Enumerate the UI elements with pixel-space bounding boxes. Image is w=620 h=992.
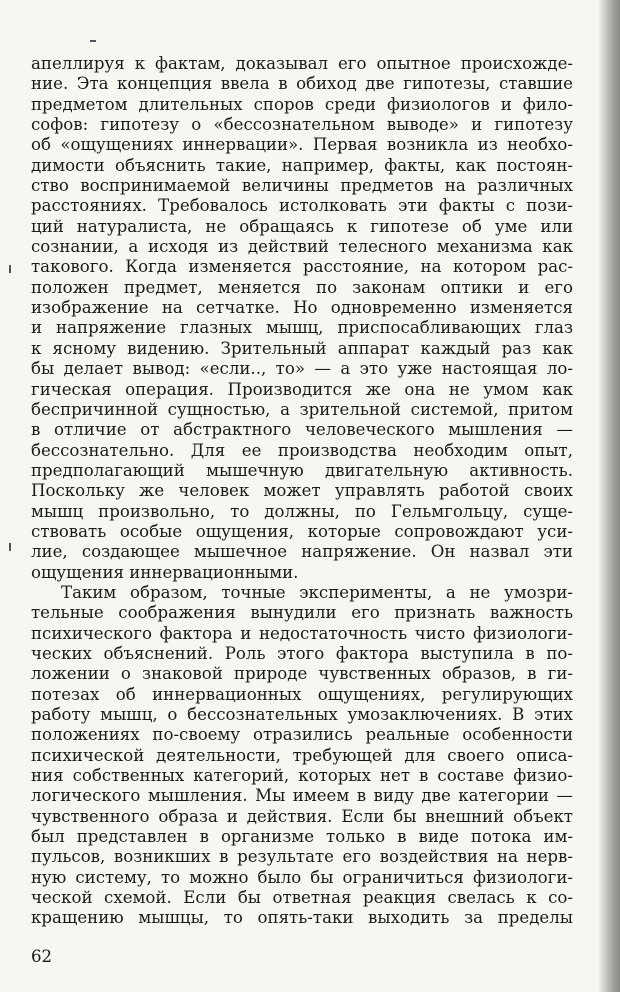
text-line: ложении о знаковой природе чувственных образов, в ги-	[31, 664, 573, 684]
text-line: такового. Когда изменяется расстояние, на котором рас-	[31, 257, 573, 277]
text-line: ство воспринимаемой величины предметов на различных	[31, 176, 573, 196]
text-line: расстояниях. Требовалось истолковать эти факты с пози-	[31, 196, 573, 216]
text-line: Поскольку же человек может управлять работой своих	[31, 481, 573, 501]
text-line: и напряжение глазных мышц, приспосабливающих глаз	[31, 318, 573, 338]
text-line: предметом длительных споров среди физиологов и фило-	[31, 94, 573, 114]
text-line: пульсов, возникших в результате его воздействия на нерв-	[31, 847, 573, 867]
text-line: ощущения иннервационными.	[31, 562, 299, 582]
text-line: ствовать особые ощущения, которые сопровождают уси-	[31, 521, 573, 541]
text-line: ния собственных категорий, которых нет в составе физио-	[31, 766, 573, 786]
text-line: предполагающий мышечную двигательную активность.	[31, 460, 573, 480]
text-line: психического фактора и недостаточность чисто физиологи-	[31, 623, 573, 643]
text-line: положениях по-своему отразились реальные особенности	[31, 725, 573, 745]
text-line: Таким образом, точные эксперименты, а не умозри-	[61, 582, 573, 602]
text-line: мышц произвольно, то должны, по Гельмгольцу, суще-	[31, 501, 573, 521]
text-line: димости объяснить такие, например, факты, как постоян-	[31, 155, 573, 175]
text-line: ций натуралиста, не обращаясь к гипотезе об уме или	[31, 216, 573, 236]
text-line: положен предмет, меняется по законам оптики и его	[31, 277, 573, 297]
text-line: изображение на сетчатке. Но одновременно изменяется	[31, 298, 573, 318]
text-line: апеллируя к фактам, доказывал его опытное происхожде-	[31, 54, 573, 73]
text-line: ние. Эта концепция ввела в обиход две гипотезы, ставшие	[31, 74, 573, 94]
page-number: 62	[31, 947, 53, 966]
page-edge-shadow	[598, 0, 620, 992]
text-line: кращению мышцы, то опять-таки выходить за пределы	[31, 908, 573, 928]
text-line: ческой схемой. Если бы ответная реакция свелась к со-	[31, 888, 573, 908]
text-line: ческих объяснений. Роль этого фактора выступила в по-	[31, 643, 573, 663]
text-line: беспричинной сущностью, а зрительной системой, притом	[31, 399, 573, 419]
text-line: потезах об иннервационных ощущениях, регулирующих	[31, 684, 573, 704]
text-line: психической деятельности, требующей для своего описа-	[31, 745, 573, 765]
text-line: тельные соображения вынудили его признать важность	[31, 603, 573, 623]
text-line: софов: гипотезу о «бессознательном выводе» и гипотезу	[31, 115, 573, 135]
paragraph-1	[31, 54, 573, 583]
margin-mark	[9, 543, 11, 551]
text-line: чувственного образа и действия. Если бы внешний объект	[31, 806, 573, 826]
text-line: сознании, а исходя из действий телесного механизма как	[31, 237, 573, 257]
text-line: гическая операция. Производится же она не умом как	[31, 379, 573, 399]
paragraph-2	[31, 583, 573, 929]
text-line: бы делает вывод: «если.., то» — а это уже настоящая ло-	[31, 359, 573, 379]
body-text	[31, 54, 573, 929]
text-line: был представлен в организме только в виде потока им-	[31, 827, 573, 847]
text-line: работу мышц, о бессознательных умозаключениях. В этих	[31, 705, 573, 724]
text-line: к ясному видению. Зрительный аппарат каждый раз как	[31, 338, 573, 358]
text-line: в отличие от абстрактного человеческого мышления —	[31, 420, 573, 440]
text-line: бессознательно. Для ее производства необходим опыт,	[31, 440, 573, 460]
margin-mark	[9, 265, 11, 273]
text-line: ную систему, то можно было бы ограничиться физиологи-	[31, 867, 573, 887]
text-line: лие, создающее мышечное напряжение. Он назвал эти	[31, 542, 573, 562]
text-line: логического мышления. Мы имеем в виду две категории —	[31, 786, 573, 806]
text-line: об «ощущениях иннервации». Первая возникла из необхо-	[31, 135, 573, 155]
print-mark	[90, 40, 96, 42]
